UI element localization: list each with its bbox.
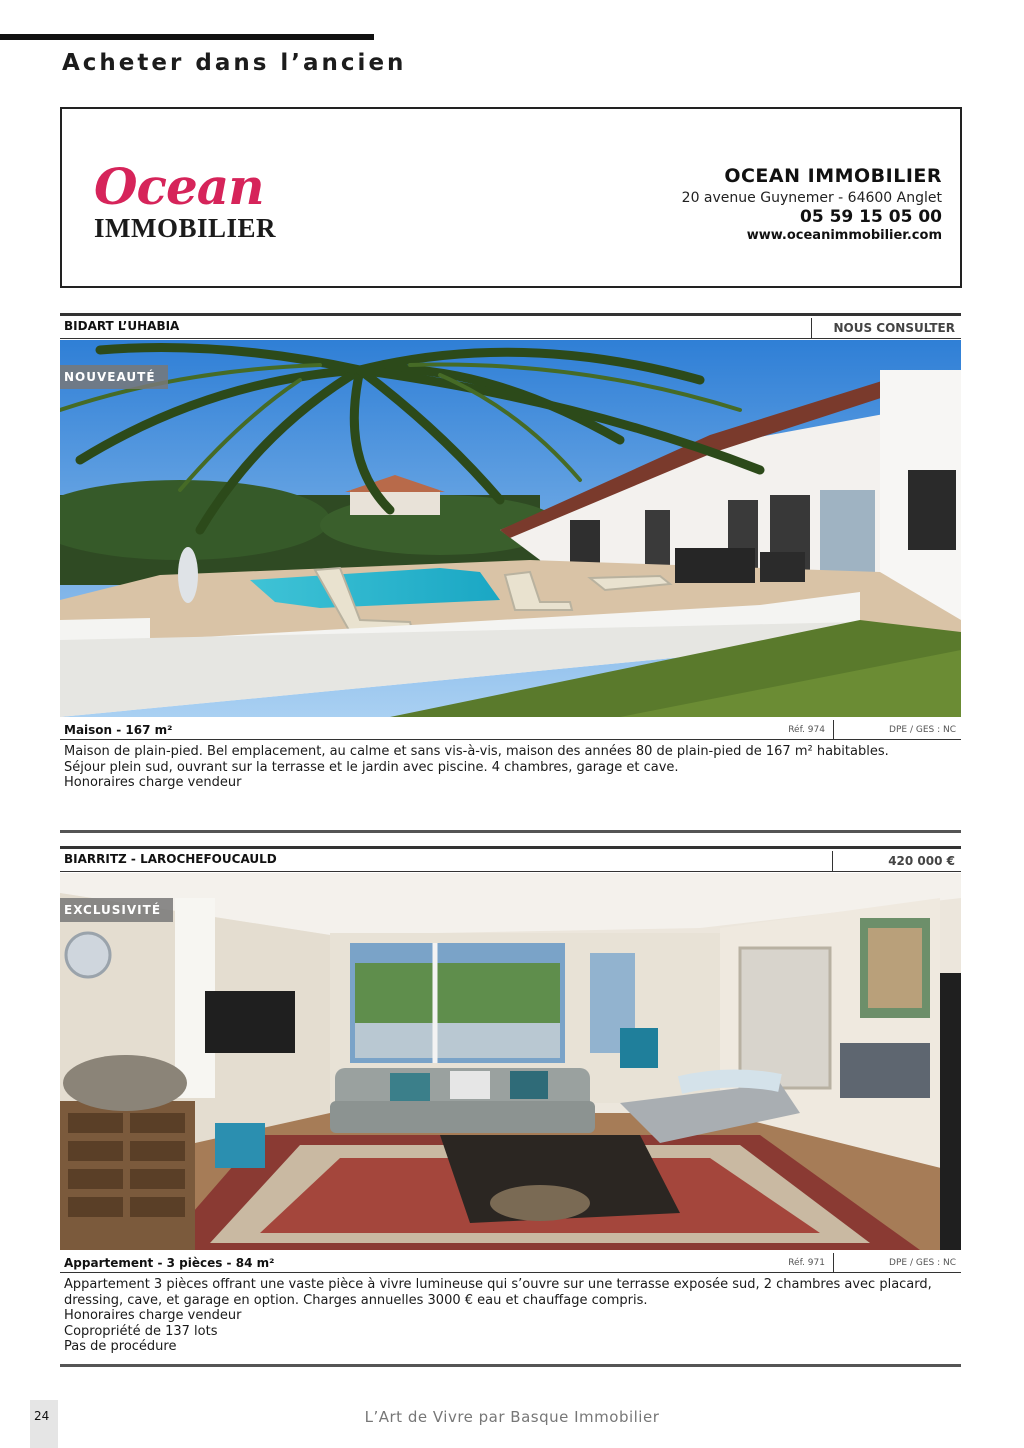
listing-end-rule — [60, 1364, 961, 1367]
listing-location: BIDART L’UHABIA — [64, 319, 180, 333]
section-title: Acheter dans l’ancien — [62, 50, 407, 76]
listing-meta — [60, 720, 961, 740]
agency-website-link[interactable]: www.oceanimmobilier.com — [746, 228, 942, 243]
agency-name: OCEAN IMMOBILIER — [724, 165, 942, 187]
property-photo-house-pool[interactable] — [60, 340, 961, 717]
listing-header-rule — [60, 871, 961, 872]
page-number: 24 — [34, 1409, 50, 1423]
listing-header-rule — [60, 338, 961, 339]
listing-price: NOUS CONSULTER — [811, 318, 961, 338]
listing-card — [60, 846, 961, 1371]
listing-top-rule — [60, 313, 961, 316]
property-dpe: DPE / GES : NC — [833, 720, 961, 740]
description-line: Appartement 3 pièces offrant une vaste pièce à vivre lumineuse qui s’ouvre sur une terrasse exposée sud, 2 chambres avec placard, dressing, cave, et garage en option. Charges annuelles 3000 € eau et chauffage compris. — [64, 1277, 932, 1308]
description-line: Maison de plain-pied. Bel emplacement, au calme et sans vis-à-vis, maison des années 80 de plain-pied de 167 m² habitables. — [64, 744, 889, 759]
listing-description — [64, 744, 959, 791]
agency-contact — [682, 163, 942, 244]
description-line: Pas de procédure — [64, 1339, 177, 1354]
logo-word: IMMOBILIER — [94, 213, 277, 243]
logo-script: Ocean — [94, 157, 264, 216]
listing-badge: EXCLUSIVITÉ — [60, 898, 173, 922]
description-line: Honoraires charge vendeur — [64, 775, 242, 790]
listing-header — [60, 851, 961, 871]
listing-card — [60, 313, 961, 793]
page-footer: L’Art de Vivre par Basque Immobilier — [364, 1408, 660, 1426]
description-line: Séjour plein sud, ouvrant sur la terrasse et le jardin avec piscine. 4 chambres, garage et cave. — [64, 759, 679, 775]
description-line: Honoraires charge vendeur — [64, 1308, 242, 1323]
listing-meta — [60, 1253, 961, 1273]
agency-logo — [94, 157, 294, 247]
listing-description — [64, 1277, 959, 1355]
listing-location: BIARRITZ - LAROCHEFOUCAULD — [64, 852, 277, 866]
listing-price: 420 000 € — [832, 851, 961, 871]
listing-top-rule — [60, 846, 961, 849]
description-line: Copropriété de 137 lots — [64, 1323, 218, 1339]
listing-end-rule — [60, 830, 961, 833]
listing-header — [60, 318, 961, 338]
header-rule — [0, 34, 374, 40]
property-type: Appartement - 3 pièces - 84 m² — [64, 1256, 275, 1270]
property-ref: Réf. 971 — [788, 1258, 825, 1268]
property-photo-living-room[interactable] — [60, 873, 961, 1250]
agency-phone[interactable]: 05 59 15 05 00 — [800, 207, 942, 227]
agency-address: 20 avenue Guynemer - 64600 Anglet — [681, 190, 942, 206]
property-ref: Réf. 974 — [788, 725, 825, 735]
agency-card — [60, 107, 962, 288]
property-type: Maison - 167 m² — [64, 723, 173, 737]
property-dpe: DPE / GES : NC — [833, 1253, 961, 1273]
listing-badge: NOUVEAUTÉ — [60, 365, 168, 389]
